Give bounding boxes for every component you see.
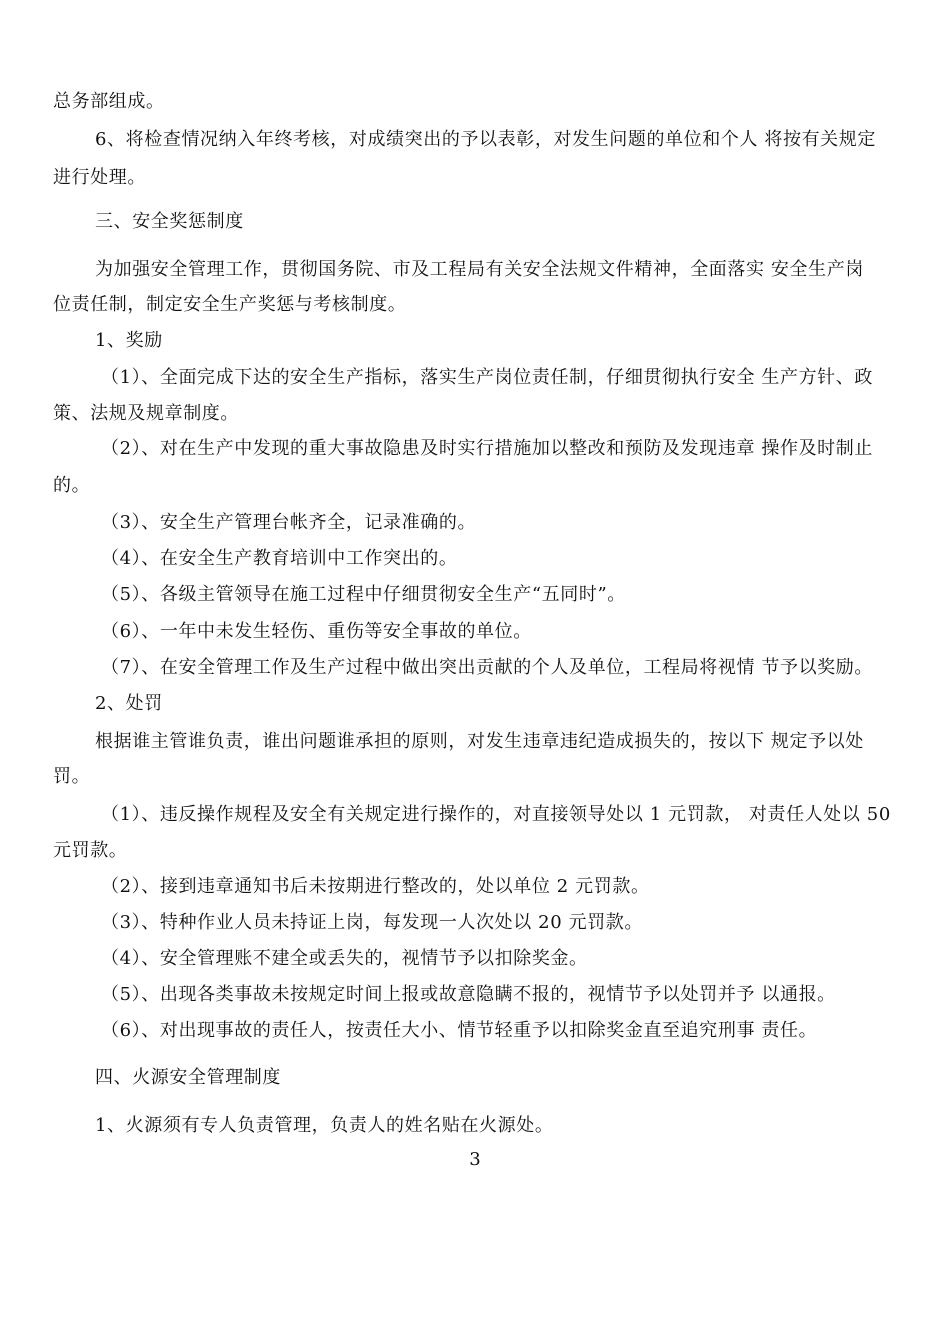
penalty-item-1: （1）、违反操作规程及安全有关规定进行操作的，对直接领导处以 1 元罚款， 对责任人处以 50 bbox=[101, 804, 891, 825]
penalty-intro-continuation: 罚。 bbox=[53, 766, 91, 787]
reward-item-2: （2）、对在生产中发现的重大事故隐患及时实行措施加以整改和预防及发现违章 操作及时制止 bbox=[101, 438, 873, 459]
penalty-item-3: （3）、特种作业人员未持证上岗，每发现一人次处以 20 元罚款。 bbox=[101, 912, 643, 933]
paragraph-continuation: 总务部组成。 bbox=[53, 91, 165, 112]
subheading-penalties: 2、处罚 bbox=[95, 693, 163, 714]
reward-item-1-continuation: 策、法规及规章制度。 bbox=[53, 403, 239, 424]
page-number: 3 bbox=[469, 1149, 481, 1170]
penalty-intro: 根据谁主管谁负责，谁出问题谁承担的原则，对发生违章违纪造成损失的，按以下 规定予以处 bbox=[95, 731, 864, 752]
section-heading-4: 四、火源安全管理制度 bbox=[95, 1067, 281, 1088]
section-heading-3: 三、安全奖惩制度 bbox=[95, 211, 244, 232]
penalty-item-4: （4）、安全管理账不建全或丢失的，视情节予以扣除奖金。 bbox=[101, 948, 588, 969]
reward-item-2-continuation: 的。 bbox=[53, 475, 91, 496]
reward-item-3: （3）、安全生产管理台帐齐全，记录准确的。 bbox=[101, 512, 477, 533]
reward-item-6: （6）、一年中未发生轻伤、重伤等安全事故的单位。 bbox=[101, 621, 532, 642]
intro-paragraph-continuation: 位责任制，制定安全生产奖惩与考核制度。 bbox=[53, 294, 407, 315]
reward-item-7: （7）、在安全管理工作及生产过程中做出突出贡献的个人及单位，工程局将视情 节予以奖励。 bbox=[101, 657, 873, 678]
fire-rule-item-1: 1、火源须有专人负责管理，负责人的姓名贴在火源处。 bbox=[95, 1115, 554, 1136]
reward-item-4: （4）、在安全生产教育培训中工作突出的。 bbox=[101, 548, 458, 569]
penalty-item-6: （6）、对出现事故的责任人，按责任大小、情节轻重予以扣除奖金直至追究刑事 责任。 bbox=[101, 1020, 818, 1041]
rule-item-6: 6、将检查情况纳入年终考核，对成绩突出的予以表彰，对发生问题的单位和个人 将按有关规定 bbox=[95, 129, 876, 150]
subheading-rewards: 1、奖励 bbox=[95, 330, 163, 351]
rule-item-6-continuation: 进行处理。 bbox=[53, 167, 146, 188]
reward-item-1: （1）、全面完成下达的安全生产指标，落实生产岗位责任制，仔细贯彻执行安全 生产方针、政 bbox=[101, 367, 873, 388]
penalty-item-2: （2）、接到违章通知书后未按期进行整改的，处以单位 2 元罚款。 bbox=[101, 876, 650, 897]
reward-item-5: （5）、各级主管领导在施工过程中仔细贯彻安全生产“五同时”。 bbox=[101, 584, 626, 605]
penalty-item-1-continuation: 元罚款。 bbox=[53, 840, 128, 861]
penalty-item-5: （5）、出现各类事故未按规定时间上报或故意隐瞒不报的，视情节予以处罚并予 以通报。 bbox=[101, 984, 836, 1005]
intro-paragraph: 为加强安全管理工作，贯彻国务院、市及工程局有关安全法规文件精神，全面落实 安全生产岗 bbox=[95, 259, 864, 280]
